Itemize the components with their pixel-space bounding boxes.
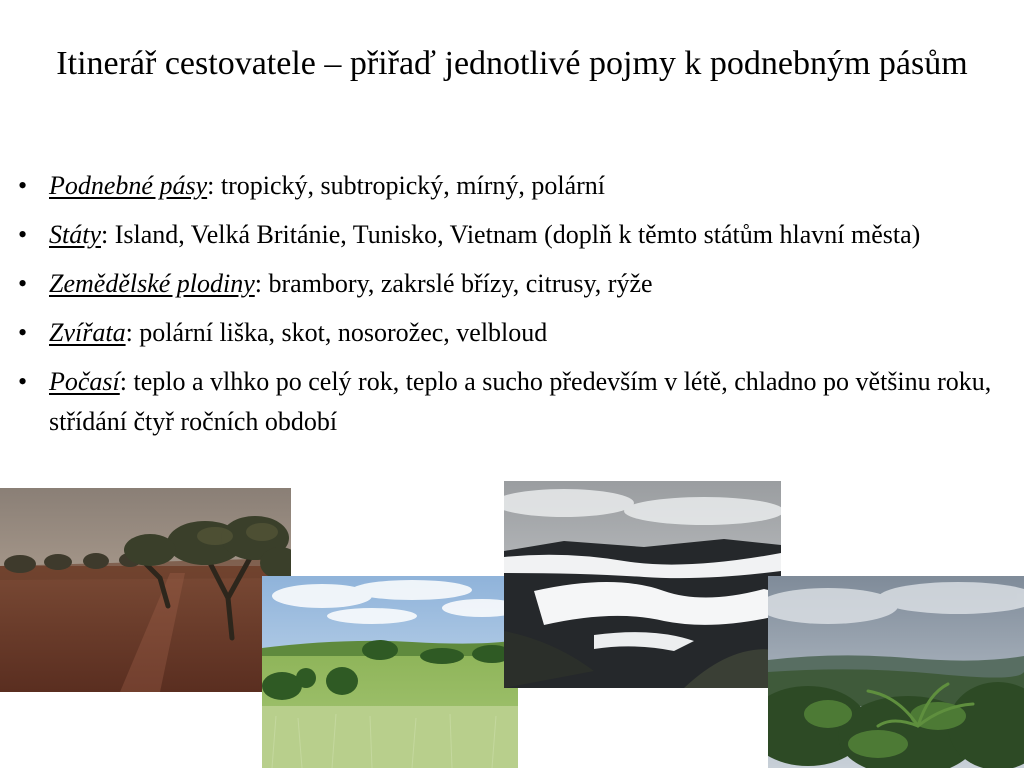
slide-title: Itinerář cestovatele – přiřaď jednotlivé pojmy k podnebným pásům	[56, 45, 968, 82]
list-item	[18, 166, 1008, 206]
list-item	[18, 215, 1008, 255]
term-label: Podnebné pásy	[49, 171, 208, 200]
term-description: : tropický, subtropický, mírný, polární	[207, 171, 606, 200]
list-item	[18, 362, 1008, 442]
meadow-photo	[262, 576, 518, 768]
bullet-list	[18, 166, 1008, 451]
orchard-photo	[0, 488, 291, 692]
term-description: : teplo a vlhko po celý rok, teplo a sucho především v létě, chladno po většinu roku, střídání čtyř ročních období	[49, 367, 992, 436]
term-label: Počasí	[49, 367, 120, 396]
bullet-icon: •	[18, 269, 28, 298]
list-item	[18, 264, 1008, 304]
term-description: : brambory, zakrslé břízy, citrusy, rýže	[254, 269, 653, 298]
rainforest-photo	[768, 576, 1024, 768]
term-label: Zemědělské plodiny	[49, 269, 255, 298]
term-label: Zvířata	[49, 318, 126, 347]
bullet-icon: •	[18, 220, 28, 249]
term-label: Státy	[49, 220, 101, 249]
list-item	[18, 313, 1008, 353]
term-description: : Island, Velká Británie, Tunisko, Vietnam (doplň k těmto státům hlavní města)	[101, 220, 921, 249]
bullet-icon: •	[18, 318, 28, 347]
bullet-icon: •	[18, 367, 28, 396]
tundra-photo	[504, 481, 781, 688]
term-description: : polární liška, skot, nosorožec, velbloud	[125, 318, 548, 347]
bullet-icon: •	[18, 171, 28, 200]
